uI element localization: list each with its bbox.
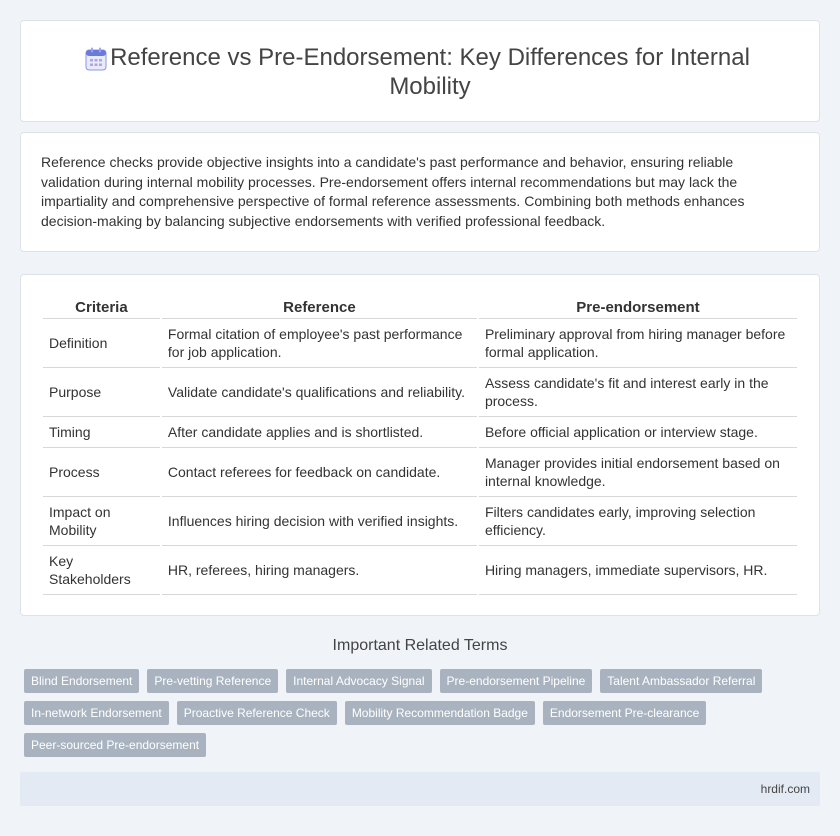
criteria-cell: Process — [43, 448, 160, 497]
related-terms-title: Important Related Terms — [332, 637, 508, 654]
criteria-cell: Definition — [43, 319, 160, 368]
tag-row — [24, 733, 804, 757]
tag-pre-vetting-reference[interactable]: Pre-vetting Reference — [147, 669, 278, 693]
footer-site-link[interactable]: hrdif.com — [760, 782, 810, 796]
tag-talent-ambassador-referral[interactable]: Talent Ambassador Referral — [600, 669, 762, 693]
criteria-cell: Key Stakeholders — [43, 546, 160, 595]
header-criteria: Criteria — [43, 295, 160, 319]
table-row — [43, 417, 797, 448]
table-row — [43, 546, 797, 595]
pre-endorsement-cell: Preliminary approval from hiring manager before formal application. — [479, 319, 797, 368]
header-pre-endorsement: Pre-endorsement — [479, 295, 797, 319]
tag-proactive-reference-check[interactable]: Proactive Reference Check — [177, 701, 337, 725]
criteria-cell: Timing — [43, 417, 160, 448]
header-card — [20, 20, 820, 122]
reference-cell: Formal citation of employee's past performance for job application. — [162, 319, 477, 368]
tag-endorsement-pre-clearance[interactable]: Endorsement Pre-clearance — [543, 701, 706, 725]
reference-cell: HR, referees, hiring managers. — [162, 546, 477, 595]
tag-pre-endorsement-pipeline[interactable]: Pre-endorsement Pipeline — [440, 669, 593, 693]
tag-internal-advocacy-signal[interactable]: Internal Advocacy Signal — [286, 669, 431, 693]
table-header-row — [43, 295, 797, 319]
pre-endorsement-cell: Hiring managers, immediate supervisors, HR. — [479, 546, 797, 595]
reference-cell: Validate candidate's qualifications and reliability. — [162, 368, 477, 417]
tag-mobility-recommendation-badge[interactable]: Mobility Recommendation Badge — [345, 701, 535, 725]
intro-card — [20, 132, 820, 252]
tag-blind-endorsement[interactable]: Blind Endorsement — [24, 669, 139, 693]
tag-row — [24, 701, 804, 725]
pre-endorsement-cell: Assess candidate's fit and interest early in the process. — [479, 368, 797, 417]
tag-peer-sourced-pre-endorsement[interactable]: Peer-sourced Pre-endorsement — [24, 733, 206, 757]
table-row — [43, 497, 797, 546]
criteria-cell: Purpose — [43, 368, 160, 417]
title-wrap — [81, 43, 779, 101]
table-row — [43, 319, 797, 368]
header-reference: Reference — [162, 295, 477, 319]
tag-row — [24, 669, 804, 693]
reference-cell: Contact referees for feedback on candidate. — [162, 448, 477, 497]
criteria-cell: Impact on Mobility — [43, 497, 160, 546]
pre-endorsement-cell: Before official application or interview stage. — [479, 417, 797, 448]
reference-cell: Influences hiring decision with verified insights. — [162, 497, 477, 546]
reference-cell: After candidate applies and is shortlisted. — [162, 417, 477, 448]
related-terms-tags — [24, 669, 804, 765]
page-title: Reference vs Pre-Endorsement: Key Differences for Internal Mobility — [110, 44, 750, 100]
pre-endorsement-cell: Filters candidates early, improving selection efficiency. — [479, 497, 797, 546]
tag-in-network-endorsement[interactable]: In-network Endorsement — [24, 701, 169, 725]
comparison-table-card — [20, 274, 820, 616]
footer — [20, 772, 820, 806]
pre-endorsement-cell: Manager provides initial endorsement based on internal knowledge. — [479, 448, 797, 497]
intro-paragraph: Reference checks provide objective insights into a candidate's past performance and behavior, ensuring reliable validation during internal mobility processes. Pre-endorsement offers internal recommendations but may lack the impartiality and comprehensive perspective of formal reference assessments. Combining both methods enhances decision-making by balancing subjective endorsements with verified professional feedback. — [41, 154, 745, 229]
table-row — [43, 448, 797, 497]
table-row — [43, 368, 797, 417]
comparison-table — [41, 295, 799, 595]
